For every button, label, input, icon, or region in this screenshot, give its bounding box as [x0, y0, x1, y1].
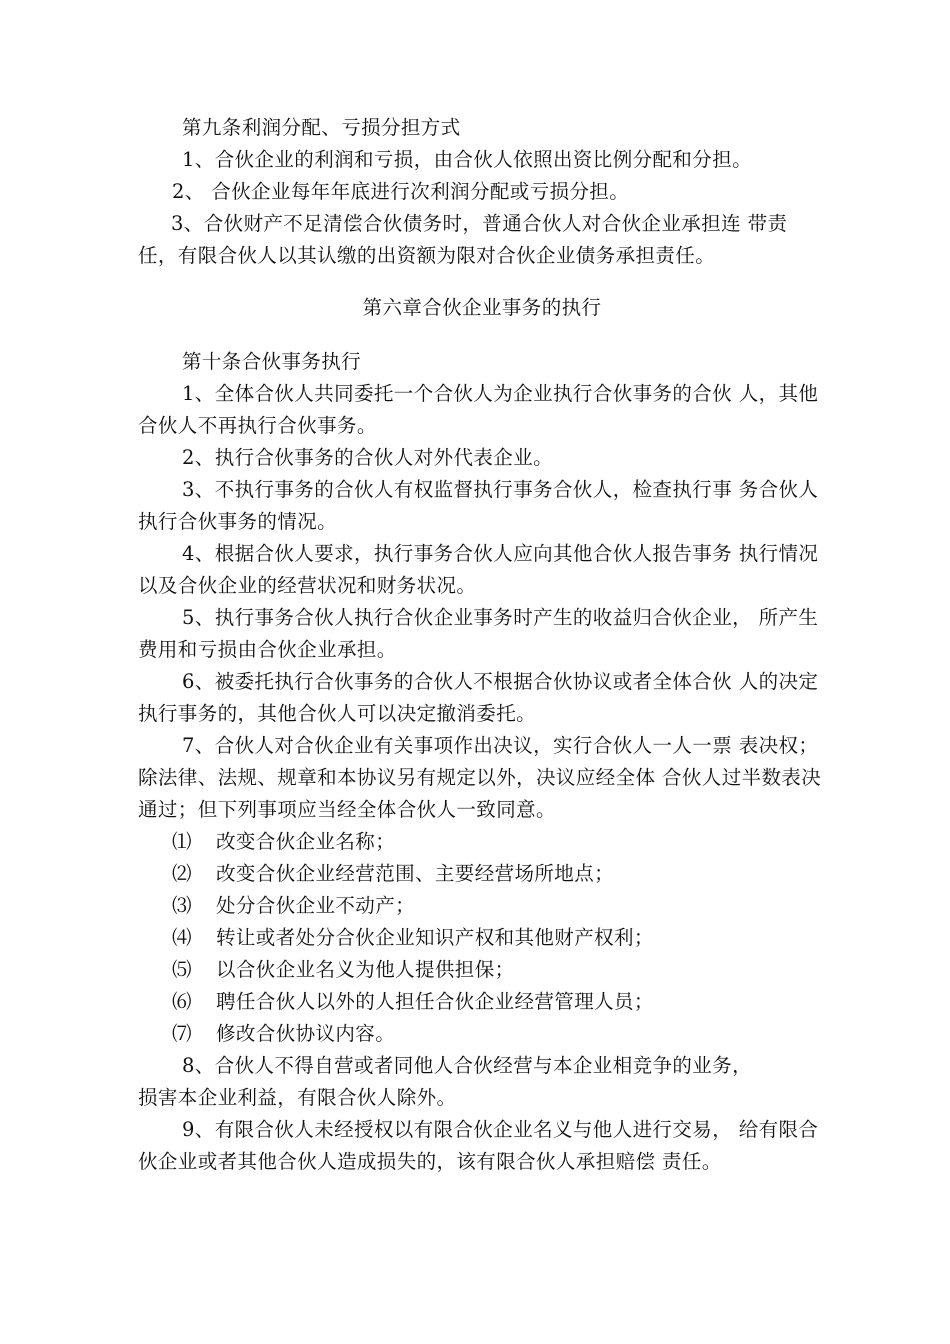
sub-item-number: ⑹: [172, 990, 192, 1013]
article-9-title: 第九条利润分配、亏损分担方式: [182, 116, 461, 139]
sub-item-text: 聘任合伙人以外的人担任合伙企业经营管理人员；: [216, 990, 654, 1013]
sub-item-text: 修改合伙协议内容。: [216, 1022, 396, 1045]
article-9-item-3: 3、合伙财产不足清偿合伙债务时，普通合伙人对合伙企业承担连 带责任，有限合伙人以其认缴的出资额为限对合伙企业债务承担责任。: [138, 212, 788, 267]
sub-item-number: ⑴: [172, 830, 192, 853]
sub-item-7: [138, 1018, 826, 1050]
sub-item-3: [138, 890, 826, 922]
article-10-item-4: 4、根据合伙人要求，执行事务合伙人应向其他合伙人报告事务 执行情况以及合伙企业的经营状况和财务状况。: [138, 542, 819, 597]
article-10-item-9: 9、有限合伙人未经授权以有限合伙企业名义与他人进行交易， 给有限合伙企业或者其他合伙人造成损失的，该有限合伙人承担赔偿 责任。: [138, 1118, 819, 1173]
sub-item-text: 转让或者处分合伙企业知识产权和其他财产权利；: [216, 926, 654, 949]
sub-item-number: ⑶: [172, 894, 192, 917]
sub-item-text: 以合伙企业名义为他人提供担保；: [216, 958, 515, 981]
chapter-6-title: 第六章合伙企业事务的执行: [362, 296, 602, 319]
article-10-item-3: 3、不执行事务的合伙人有权监督执行事务合伙人，检查执行事 务合伙人执行合伙事务的情况。: [138, 478, 819, 533]
sub-item-text: 改变合伙企业经营范围、主要经营场所地点；: [216, 862, 615, 885]
article-10-item-6: 6、被委托执行合伙事务的合伙人不根据合伙协议或者全体合伙 人的决定执行事务的，其他合伙人可以决定撤消委托。: [138, 670, 819, 725]
sub-item-2: [138, 858, 826, 890]
document-body: [138, 112, 826, 1178]
sub-item-1: [138, 826, 826, 858]
article-10-item-5: 5、执行事务合伙人执行合伙企业事务时产生的收益归合伙企业， 所产生费用和亏损由合伙企业承担。: [138, 606, 819, 661]
article-9-item-2: 2、 合伙企业每年年底进行次利润分配或亏损分担。: [172, 180, 630, 203]
sub-item-5: [138, 954, 826, 986]
article-9-item-1: 1、合伙企业的利润和亏损，由合伙人依照出资比例分配和分担。: [182, 148, 753, 171]
article-10-item-8: 8、合伙人不得自营或者同他人合伙经营与本企业相竞争的业务，: [182, 1054, 753, 1077]
article-10-item-2: 2、执行合伙事务的合伙人对外代表企业。: [182, 446, 554, 469]
sub-item-number: ⑵: [172, 862, 192, 885]
article-10-item-1: 1、全体合伙人共同委托一个合伙人为企业执行合伙事务的合伙 人，其他合伙人不再执行合伙事务。: [138, 382, 819, 437]
sub-item-number: ⑺: [172, 1022, 192, 1045]
sub-item-text: 改变合伙企业名称；: [216, 830, 396, 853]
article-10-item-8-cont: 损害本企业利益，有限合伙人除外。: [138, 1086, 457, 1109]
article-10-item-7: 7、合伙人对合伙企业有关事项作出决议，实行合伙人一人一票 表决权；除法律、法规、规章和本协议另有规定以外，决议应经全体 合伙人过半数表决通过；但下列事项应当经全体合伙人一致同意。: [138, 734, 822, 821]
sub-item-6: [138, 986, 826, 1018]
sub-item-4: [138, 922, 826, 954]
article-10-title: 第十条合伙事务执行: [182, 350, 362, 373]
sub-item-number: ⑸: [172, 958, 192, 981]
sub-item-number: ⑷: [172, 926, 192, 949]
sub-item-text: 处分合伙企业不动产；: [216, 894, 416, 917]
